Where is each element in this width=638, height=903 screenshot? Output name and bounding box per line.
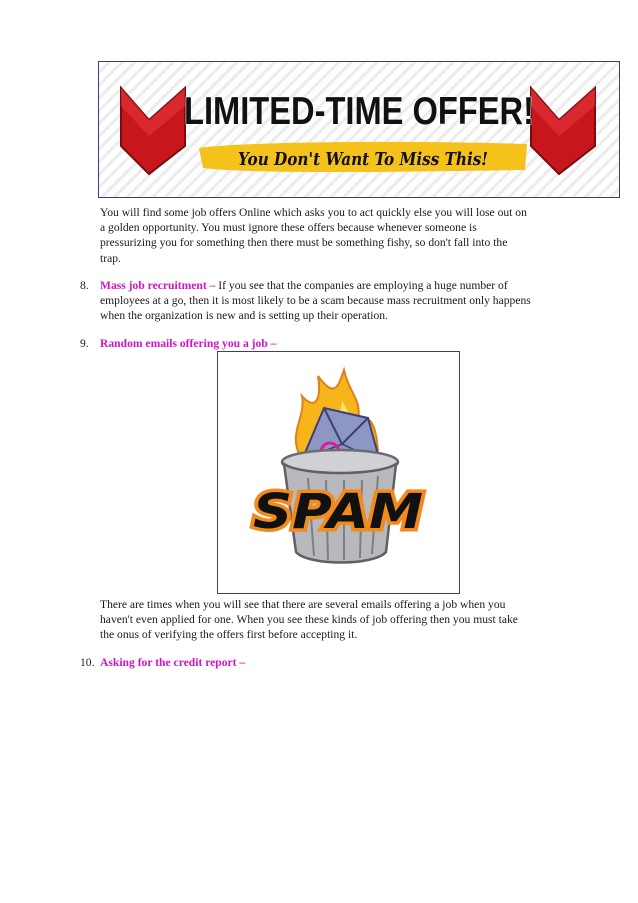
spam-paragraph [100, 597, 590, 643]
list-item-random-emails [80, 336, 592, 351]
spam-line: the onus of verifying the offers first before accepting it. [100, 628, 358, 642]
item-heading: Asking for the credit report – [100, 656, 246, 669]
intro-line: You will find some job offers Online which asks you to act quickly else you will lose out on [100, 206, 527, 219]
list-item-credit-report [80, 655, 592, 670]
list-item-mass-recruitment [80, 278, 592, 324]
item-number: 8. [80, 279, 89, 292]
banner-tagline: You Don't Want To Miss This! [238, 149, 488, 170]
spam-label: SPAM [253, 484, 423, 540]
item-text: If you see that the companies are employing a huge number of [215, 279, 508, 292]
item-text: employees at a go, then it is most likely to be a scam because mass recruitment only happens [100, 294, 531, 308]
intro-line: a golden opportunity. You must ignore these offers because whenever someone is [100, 221, 477, 235]
intro-line: pressurizing you for something then there must be something fishy, so don't fall into the [100, 236, 508, 250]
spam-image [217, 351, 460, 594]
intro-paragraph [100, 205, 590, 266]
limited-offer-banner [98, 61, 620, 198]
item-heading: Random emails offering you a job – [100, 337, 277, 350]
spam-line: haven't even applied for one. When you see these kinds of job offering then you must take [100, 613, 518, 627]
banner-headline: LIMITED-TIME OFFER! [184, 90, 534, 133]
intro-line: trap. [100, 251, 121, 265]
item-heading: Mass job recruitment – [100, 279, 216, 292]
spam-line: There are times when you will see that there are several emails offering a job when you [100, 598, 506, 611]
item-text: when the organization is new and is setting up their operation. [100, 309, 388, 323]
item-number: 9. [80, 337, 89, 350]
item-number: 10. [80, 656, 95, 669]
